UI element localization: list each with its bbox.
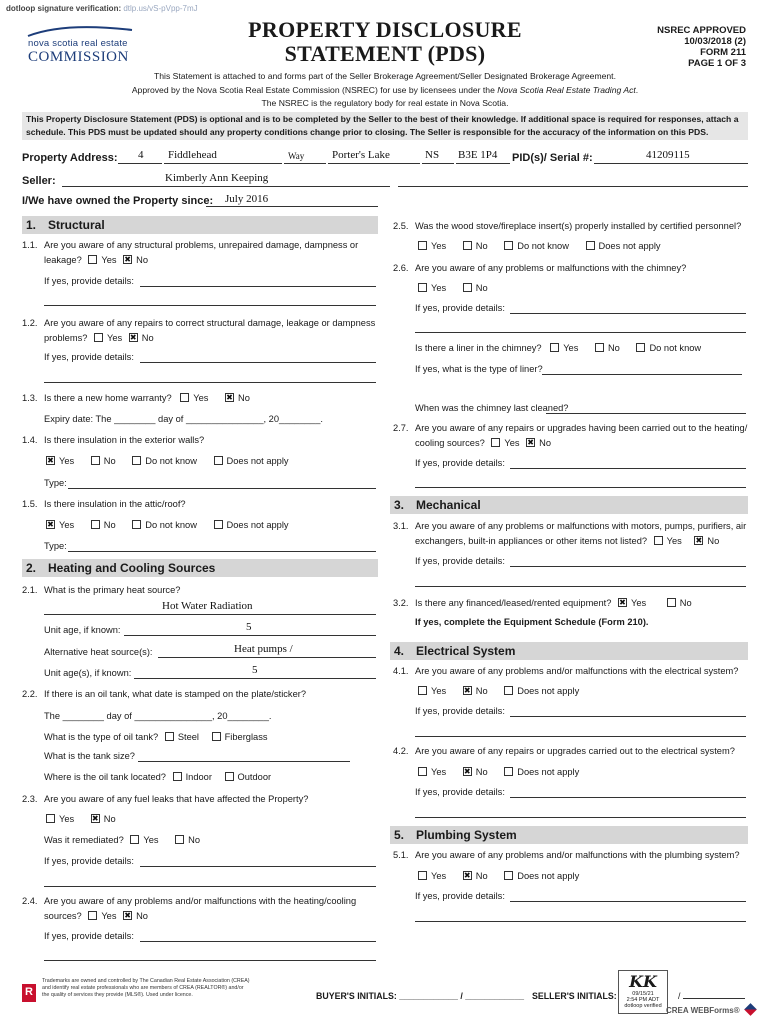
- q2-3-rem-yes-checkbox[interactable]: [130, 835, 139, 844]
- logo-line2: COMMISSION: [28, 49, 129, 65]
- q2-6-yes-checkbox[interactable]: [418, 283, 427, 292]
- q1-4-dont-know-checkbox[interactable]: [132, 456, 141, 465]
- form-page: PAGE 1 OF 3: [688, 58, 746, 69]
- q1-5-dont-know-checkbox[interactable]: [132, 520, 141, 529]
- intro-text: [100, 70, 670, 111]
- q5-1-details-field[interactable]: [510, 901, 746, 902]
- q5-1-yes-checkbox[interactable]: [418, 871, 427, 880]
- q2-3-no-checkbox[interactable]: [91, 814, 100, 823]
- q2-6-liner: Is there a liner in the chimney? Yes No Do not know: [415, 343, 702, 353]
- q1-5-type-field[interactable]: [68, 551, 376, 552]
- question-4-2: 4.2. Are you aware of any repairs or upgrades carried out to the electrical system?: [393, 746, 735, 756]
- realtor-r-icon: R: [25, 986, 33, 998]
- owned-since-field[interactable]: [206, 206, 378, 207]
- form-approved: NSREC APPROVED: [657, 25, 746, 36]
- pid-value: 41209115: [646, 149, 690, 161]
- seller-name: Kimberly Ann Keeping: [165, 172, 269, 184]
- q2-3-options: Yes ✖ No: [46, 814, 116, 824]
- q2-6-details-field[interactable]: [510, 313, 746, 314]
- q3-2-note: If yes, complete the Equipment Schedule (Form 210).: [415, 617, 649, 627]
- q2-2-type: What is the type of oil tank? Steel Fiberglass: [44, 732, 268, 742]
- q4-1-details-label: If yes, provide details:: [415, 706, 505, 716]
- q4-1-details-field[interactable]: [510, 716, 746, 717]
- q2-2-indoor-checkbox[interactable]: [173, 772, 182, 781]
- q1-4-no-checkbox[interactable]: [91, 456, 100, 465]
- question-1-5: 1.5. Is there insulation in the attic/roof?: [22, 499, 186, 509]
- title-line1: PROPERTY DISCLOSURE: [248, 17, 522, 42]
- q1-5-options: ✖Yes No Do not know Does not apply: [46, 520, 289, 530]
- q2-1-unit-age-value: 5: [246, 621, 252, 633]
- q2-1-alt-age-label: Unit age(s), if known:: [44, 668, 132, 678]
- q2-6-details-field-2[interactable]: [415, 332, 746, 333]
- intro-line3: The NSREC is the regulatory body for real estate in Nova Scotia.: [261, 98, 509, 108]
- q4-2-dont-apply-checkbox[interactable]: [504, 767, 513, 776]
- q2-4-details-label: If yes, provide details:: [44, 931, 134, 941]
- q2-5-options: Yes No Do not know Does not apply: [418, 241, 661, 251]
- q1-3-expiry[interactable]: Expiry date: The ________ day of _______________, 20________.: [44, 414, 323, 424]
- q4-2-options: Yes ✖ No Does not apply: [418, 767, 579, 777]
- question-2-6: 2.6. Are you aware of any problems or malfunctions with the chimney?: [393, 263, 687, 273]
- question-2-2: 2.2. If there is an oil tank, what date is stamped on the plate/sticker?: [22, 689, 307, 699]
- q2-7-no-checkbox[interactable]: [526, 438, 535, 447]
- q1-5-yes-checkbox[interactable]: [46, 520, 55, 529]
- q1-4-yes-checkbox[interactable]: [46, 456, 55, 465]
- q4-2-no-checkbox[interactable]: [463, 767, 472, 776]
- q2-1-alt-field[interactable]: [158, 657, 376, 658]
- q1-5-dont-apply-checkbox[interactable]: [214, 520, 223, 529]
- q2-2-size-field[interactable]: [138, 761, 350, 762]
- q2-3-remediated: Was it remediated? Yes No: [44, 835, 200, 845]
- address-number: 4: [138, 149, 144, 161]
- q2-6-no-checkbox[interactable]: [463, 283, 472, 292]
- address-province-field[interactable]: [422, 163, 454, 164]
- pid-field[interactable]: [594, 163, 748, 164]
- q2-2-location: Where is the oil tank located? Indoor Outdoor: [44, 772, 272, 782]
- q2-1-alt-label: Alternative heat source(s):: [44, 647, 153, 657]
- q2-3-yes-checkbox[interactable]: [46, 814, 55, 823]
- q5-1-details-label: If yes, provide details:: [415, 891, 505, 901]
- seller-signature[interactable]: [618, 970, 668, 1014]
- signature-date: 09/15/21: [632, 991, 654, 997]
- form-date: 10/03/2018 (2): [684, 36, 746, 47]
- seller-field[interactable]: [62, 186, 390, 187]
- signature-mark: KK: [629, 972, 657, 991]
- property-address-label: Property Address:: [22, 152, 118, 164]
- page-title: [200, 18, 570, 66]
- q2-6-cleaned-field[interactable]: [546, 413, 746, 414]
- q2-2-date[interactable]: The ________ day of _______________, 20________.: [44, 711, 272, 721]
- q1-4-dont-apply-checkbox[interactable]: [214, 456, 223, 465]
- q2-6-liner-yes-checkbox[interactable]: [550, 343, 559, 352]
- q1-1-no-checkbox[interactable]: [123, 255, 132, 264]
- q2-5-dont-apply-checkbox[interactable]: [586, 241, 595, 250]
- question-2-3: 2.3. Are you aware of any fuel leaks that have affected the Property?: [22, 794, 309, 804]
- pid-label: PID(s)/ Serial #:: [512, 152, 593, 164]
- q1-1-yes-checkbox[interactable]: [88, 255, 97, 264]
- question-5-1: 5.1. Are you aware of any problems and/or malfunctions with the plumbing system?: [393, 850, 740, 860]
- seller-field-2[interactable]: [398, 186, 748, 187]
- q2-6-liner-type-label: If yes, what is the type of liner?: [415, 364, 543, 374]
- webforms-diamond-icon: [744, 1003, 757, 1016]
- q2-6-liner-no-checkbox[interactable]: [595, 343, 604, 352]
- q1-4-type-field[interactable]: [68, 488, 376, 489]
- sellers-initials-label: SELLER'S INITIALS:: [532, 991, 617, 1001]
- q2-2-outdoor-checkbox[interactable]: [225, 772, 234, 781]
- address-province: NS: [425, 149, 440, 161]
- form-number: FORM 211: [700, 47, 746, 58]
- dotloop-verified: dotloop verified: [624, 1003, 662, 1009]
- q2-7-yes-checkbox[interactable]: [491, 438, 500, 447]
- q2-7-details-field[interactable]: [510, 468, 746, 469]
- logo-line1: nova scotia real estate: [28, 38, 128, 49]
- q2-7-details-label: If yes, provide details:: [415, 458, 505, 468]
- q1-2-details-field-2[interactable]: [44, 382, 376, 383]
- signature-time: 2:54 PM ADT: [626, 997, 660, 1003]
- verification-label: dotloop signature verification:: [6, 4, 122, 13]
- owned-since: July 2016: [225, 193, 269, 205]
- title-line2: STATEMENT (PDS): [284, 41, 486, 66]
- q2-5-dont-know-checkbox[interactable]: [504, 241, 513, 250]
- crea-webforms-logo: CREA WEBForms®: [666, 1005, 755, 1015]
- q1-2-no-checkbox[interactable]: [129, 333, 138, 342]
- address-community-field[interactable]: [328, 163, 420, 164]
- q2-6-details-label: If yes, provide details:: [415, 303, 505, 313]
- intro-line1: This Statement is attached to and forms part of the Seller Brokerage Agreement/Seller Designated Brokerage Agreement.: [154, 71, 616, 81]
- address-community: Porter's Lake: [332, 149, 390, 161]
- question-1-2: 1.2. Are you aware of any repairs to correct structural damage, leakage or dampness problems? Yes ✖ No: [22, 316, 378, 346]
- q1-1-details-field-2[interactable]: [44, 305, 376, 306]
- q2-6-liner-dont-know-checkbox[interactable]: [636, 343, 645, 352]
- section-heating-cooling: 2. Heating and Cooling Sources: [22, 559, 378, 577]
- question-2-4: 2.4. Are you aware of any problems and/or malfunctions with the heating/cooling sources? Yes ✖ No: [22, 894, 378, 924]
- q2-1-unit-age-label: Unit age, if known:: [44, 625, 121, 635]
- buyers-initials[interactable]: BUYER'S INITIALS: ____________ / ____________: [316, 991, 524, 1001]
- verification-line: [6, 4, 198, 13]
- nsrec-logo: [24, 24, 136, 68]
- q2-1-primary-value: Hot Water Radiation: [162, 600, 253, 612]
- q4-1-dont-apply-checkbox[interactable]: [504, 686, 513, 695]
- q2-3-details-field-2[interactable]: [44, 886, 376, 887]
- notice-box: [22, 112, 748, 140]
- question-4-1: 4.1. Are you aware of any problems and/or malfunctions with the electrical system?: [393, 666, 739, 676]
- q1-3-no-checkbox[interactable]: [225, 393, 234, 402]
- q5-1-options: Yes ✖ No Does not apply: [418, 871, 579, 881]
- q2-4-details-field[interactable]: [140, 941, 376, 942]
- second-seller-initials[interactable]: /: [678, 991, 745, 1001]
- q2-4-yes-checkbox[interactable]: [88, 911, 97, 920]
- q4-2-yes-checkbox[interactable]: [418, 767, 427, 776]
- q4-1-no-checkbox[interactable]: [463, 686, 472, 695]
- question-1-3: 1.3. Is there a new home warranty? Yes ✖ No: [22, 391, 378, 406]
- q2-1-alt-age-field[interactable]: [134, 678, 376, 679]
- section-electrical: 4. Electrical System: [390, 642, 748, 660]
- address-type-field[interactable]: [284, 163, 326, 164]
- section-mechanical: 3. Mechanical: [390, 496, 748, 514]
- q2-2-size-label: What is the tank size?: [44, 751, 135, 761]
- q4-2-details-field-2[interactable]: [415, 817, 746, 818]
- q1-5-type-label: Type:: [44, 541, 67, 551]
- q5-1-no-checkbox[interactable]: [463, 871, 472, 880]
- q1-5-no-checkbox[interactable]: [91, 520, 100, 529]
- q3-2-yes-checkbox[interactable]: [618, 598, 627, 607]
- question-1-4: 1.4. Is there insulation in the exterior walls?: [22, 435, 205, 445]
- address-postal-field[interactable]: [456, 163, 510, 164]
- q4-1-options: Yes ✖ No Does not apply: [418, 686, 579, 696]
- question-3-1: 3.1. Are you aware of any problems or malfunctions with motors, pumps, purifiers, air exchangers, built-in appliances or other items not listed? Yes ✖ No: [393, 519, 753, 549]
- section-plumbing: 5. Plumbing System: [390, 826, 748, 844]
- q2-2-fiberglass-checkbox[interactable]: [212, 732, 221, 741]
- q3-2-no-checkbox[interactable]: [667, 598, 676, 607]
- question-3-2: 3.2. Is there any financed/leased/rented equipment? ✖ Yes No: [393, 596, 753, 611]
- q3-1-no-checkbox[interactable]: [694, 536, 703, 545]
- address-number-field[interactable]: [118, 163, 162, 164]
- form-info: [657, 25, 746, 69]
- q2-6-cleaned-label: When was the chimney last cleaned?: [415, 403, 569, 413]
- q2-3-details-label: If yes, provide details:: [44, 856, 134, 866]
- q1-2-details-label: If yes, provide details:: [44, 352, 134, 362]
- q5-1-dont-apply-checkbox[interactable]: [504, 871, 513, 880]
- q1-4-type-label: Type:: [44, 478, 67, 488]
- q1-2-details-field[interactable]: [140, 362, 376, 363]
- q4-2-details-label: If yes, provide details:: [415, 787, 505, 797]
- q4-1-details-field-2[interactable]: [415, 736, 746, 737]
- section-structural: 1. Structural: [22, 216, 378, 234]
- q1-4-options: ✖Yes No Do not know Does not apply: [46, 456, 289, 466]
- realtor-logo: [22, 984, 36, 1002]
- logo-swoosh-icon: [24, 24, 136, 38]
- address-postal: B3E 1P4: [458, 149, 498, 161]
- q2-7-details-field-2[interactable]: [415, 487, 746, 488]
- question-1-1: 1.1. Are you aware of any structural problems, unrepaired damage, dampness or leakage? Yes ✖ No: [22, 238, 378, 268]
- q2-6-liner-type-field[interactable]: [542, 374, 742, 375]
- q2-1-unit-age-field[interactable]: [124, 635, 376, 636]
- q1-3-yes-checkbox[interactable]: [180, 393, 189, 402]
- trademark-text: Trademarks are owned and controlled by The Canadian Real Estate Association (CREA) and identify real estate professionals who are members of CREA (REALTOR®) and/or the quality of services they provide (MLS®). Used under licence.: [42, 978, 250, 998]
- q2-5-no-checkbox[interactable]: [463, 241, 472, 250]
- q3-1-details-field[interactable]: [510, 566, 746, 567]
- q2-4-no-checkbox[interactable]: [123, 911, 132, 920]
- q2-2-steel-checkbox[interactable]: [165, 732, 174, 741]
- address-type: Way: [288, 151, 305, 161]
- question-2-7: 2.7. Are you aware of any repairs or upgrades having been carried out to the heating/ cooling sources? Yes ✖ No: [393, 421, 753, 451]
- q2-1-primary-field[interactable]: [44, 614, 376, 615]
- q4-2-details-field[interactable]: [510, 797, 746, 798]
- q1-1-details-field[interactable]: [140, 286, 376, 287]
- seller-label: Seller:: [22, 175, 56, 187]
- q3-1-yes-checkbox[interactable]: [654, 536, 663, 545]
- q2-6-options: Yes No: [418, 283, 488, 293]
- question-2-1: 2.1. What is the primary heat source?: [22, 585, 181, 595]
- address-street: Fiddlehead: [168, 149, 217, 161]
- q1-2-yes-checkbox[interactable]: [94, 333, 103, 342]
- q2-5-yes-checkbox[interactable]: [418, 241, 427, 250]
- q4-1-yes-checkbox[interactable]: [418, 686, 427, 695]
- q2-4-details-field-2[interactable]: [44, 960, 376, 961]
- q2-3-rem-no-checkbox[interactable]: [175, 835, 184, 844]
- q5-1-details-field-2[interactable]: [415, 921, 746, 922]
- q1-1-details-label: If yes, provide details:: [44, 276, 134, 286]
- verification-link[interactable]: dtlp.us/vS-pVpp-7mJ: [123, 4, 198, 13]
- intro-line2: Approved by the Nova Scotia Real Estate Commission (NSREC) for use by licensees under the Nova Scotia Real Estate Trading Act.: [131, 84, 639, 95]
- question-2-5: 2.5. Was the wood stove/fireplace insert(s) properly installed by certified personnel?: [393, 221, 742, 231]
- q2-3-details-field[interactable]: [140, 866, 376, 867]
- q2-1-alt-value: Heat pumps /: [234, 643, 293, 655]
- owned-since-label: I/We have owned the Property since:: [22, 195, 214, 207]
- q3-1-details-label: If yes, provide details:: [415, 556, 505, 566]
- address-street-field[interactable]: [164, 163, 282, 164]
- q3-1-details-field-2[interactable]: [415, 586, 746, 587]
- notice-text: This Property Disclosure Statement (PDS) is optional and is to be completed by the Seller to the best of their knowledge. If additional space is required for responses, attach a schedule. This PDS must be updated should any property conditions change prior to closing. The Seller is responsible for the accuracy of the information on this PDS.: [26, 114, 739, 137]
- q2-1-alt-age-value: 5: [252, 664, 258, 676]
